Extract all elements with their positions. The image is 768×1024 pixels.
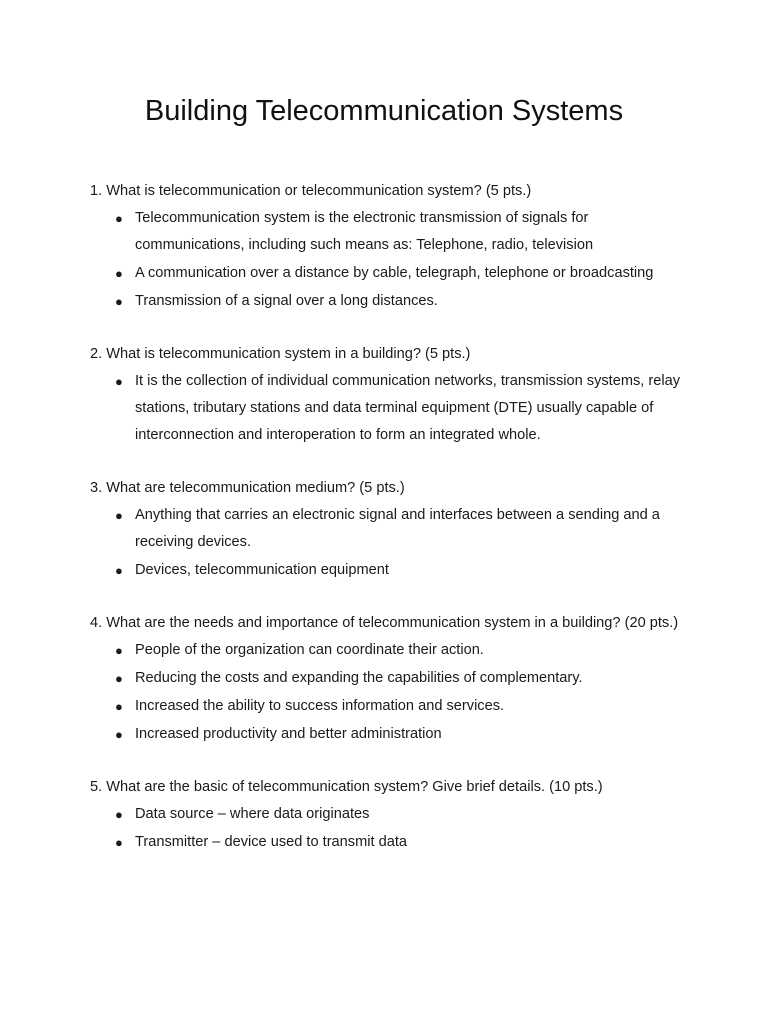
answer-item [90,801,690,828]
bullet-icon: ● [115,727,123,742]
answer-text: Transmission of a signal over a long distances. [135,293,438,309]
question-text: 1. What is telecommunication or telecommunication system? (5 pts.) [90,183,532,199]
bullet-icon: ● [115,563,123,578]
question-text: 3. What are telecommunication medium? (5 pts.) [90,480,405,496]
bullet-icon: ● [115,643,123,658]
bullet-icon: ● [115,671,123,686]
bullet-icon: ● [115,266,123,281]
answer-list [90,801,690,856]
answer-item [90,693,690,720]
question-text: 4. What are the needs and importance of telecommunication system in a building? (20 pts.) [90,615,679,631]
answer-text: Reducing the costs and expanding the capabilities of complementary. [135,670,583,686]
answer-item [90,829,690,856]
answer-list [90,205,690,315]
answer-text: Increased productivity and better administration [135,726,442,742]
question-section-3 [90,475,690,584]
answer-item [90,502,690,556]
answer-text: Data source – where data originates [135,806,370,822]
question-text: 2. What is telecommunication system in a building? (5 pts.) [90,346,471,362]
bullet-icon: ● [115,508,123,523]
answer-text: Anything that carries an electronic signal and interfaces between a sending and a receiving devices. [135,507,660,550]
answer-list [90,502,690,584]
answer-text: Devices, telecommunication equipment [135,562,389,578]
bullet-icon: ● [115,835,123,850]
bullet-icon: ● [115,374,123,389]
answer-item [90,368,690,449]
answer-item [90,637,690,664]
bullet-icon: ● [115,211,123,226]
bullet-icon: ● [115,294,123,309]
answer-item [90,721,690,748]
answer-text: People of the organization can coordinate their action. [135,642,484,658]
question-section-2 [90,341,690,449]
question-text: 5. What are the basic of telecommunication system? Give brief details. (10 pts.) [90,779,603,795]
bullet-icon: ● [115,807,123,822]
document-body [90,178,690,882]
answer-text: Telecommunication system is the electronic transmission of signals for communications, including such means as: Telephone, radio, television [135,210,594,253]
answer-item [90,288,690,315]
bullet-icon: ● [115,699,123,714]
answer-text: It is the collection of individual communication networks, transmission systems, relay stations, tributary stations and data terminal equipment (DTE) usually capable of interconnection and interoperation to form an integrated whole. [135,373,681,443]
answer-text: A communication over a distance by cable, telegraph, telephone or broadcasting [135,265,654,281]
answer-text: Transmitter – device used to transmit data [135,834,407,850]
question-section-5 [90,774,690,856]
answer-list [90,637,690,748]
question-section-4 [90,610,690,748]
answer-item [90,557,690,584]
answer-item [90,665,690,692]
document-title: Building Telecommunication Systems [144,95,624,127]
answer-list [90,368,690,449]
question-section-1 [90,178,690,315]
answer-item [90,260,690,287]
answer-text: Increased the ability to success information and services. [135,698,505,714]
answer-item [90,205,690,259]
